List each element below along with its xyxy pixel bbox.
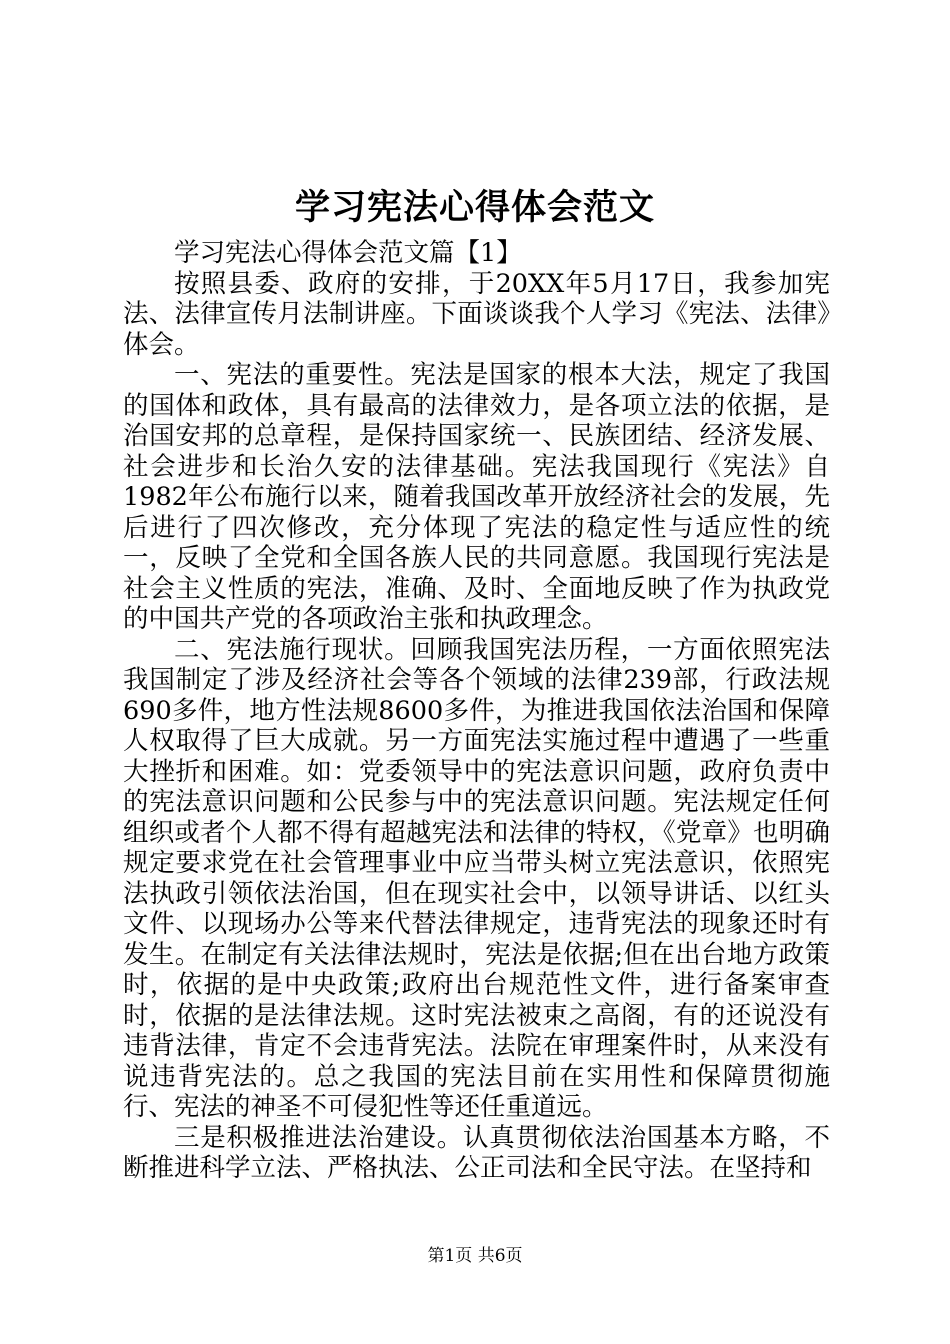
paragraph-rule-of-law: 三是积极推进法治建设。认真贯彻依法治国基本方略，不断推进科学立法、严格执法、公正司法和全民守法。在坚持和 (123, 1122, 830, 1183)
document-title: 学习宪法心得体会范文 (294, 187, 655, 228)
page-footer: 第1页 共6页 (427, 1246, 523, 1266)
paragraph-importance: 一、宪法的重要性。宪法是国家的根本大法，规定了我国的国体和政体，具有最高的法律效力，是各项立法的依据，是治国安邦的总章程，是保持国家统一、民族团结、经济发展、社会进步和长治久安的法律基础。宪法我国现行《宪法》自1982年公布施行以来，随着我国改革开放经济社会的发展，先后进行了四次修改，充分体现了宪法的稳定性与适应性的统一，反映了全党和全国各族人民的共同意愿。我国现行宪法是社会主义性质的宪法，准确、及时、全面地反映了作为执政党的中国共产党的各项政治主张和执政理念。 (123, 360, 830, 634)
paragraph-status: 二、宪法施行现状。回顾我国宪法历程，一方面依照宪法我国制定了涉及经济社会等各个领域的法律239部，行政法规690多件，地方性法规8600多件，为推进我国依法治国和保障人权取得了巨大成就。另一方面宪法实施过程中遭遇了一些重大挫折和困难。如：党委领导中的宪法意识问题，政府负责中的宪法意识问题和公民参与中的宪法意识问题。宪法规定任何组织或者个人都不得有超越宪法和法律的特权，《党章》也明确规定要求党在社会管理事业中应当带头树立宪法意识，依照宪法执政引领依法治国，但在现实社会中，以领导讲话、以红头文件、以现场办公等来代替法律规定，违背宪法的现象还时有发生。在制定有关法律法规时，宪法是依据;但在出台地方政策时，依据的是中央政策;政府出台规范性文件，进行备案审查时，依据的是法律法规。这时宪法被束之高阁，有的还说没有违背法律，肯定不会违背宪法。法院在审理案件时，从来没有说违背宪法的。总之我国的宪法目前在实用性和保障贯彻施行、宪法的神圣不可侵犯性等还任重道远。 (123, 634, 830, 1122)
paragraph-intro: 按照县委、政府的安排，于20XX年5月17日，我参加宪法、法律宣传月法制讲座。下面谈谈我个人学习《宪法、法律》体会。 (123, 268, 830, 360)
document-body (123, 238, 830, 1184)
section-heading: 学习宪法心得体会范文篇【1】 (174, 238, 522, 268)
